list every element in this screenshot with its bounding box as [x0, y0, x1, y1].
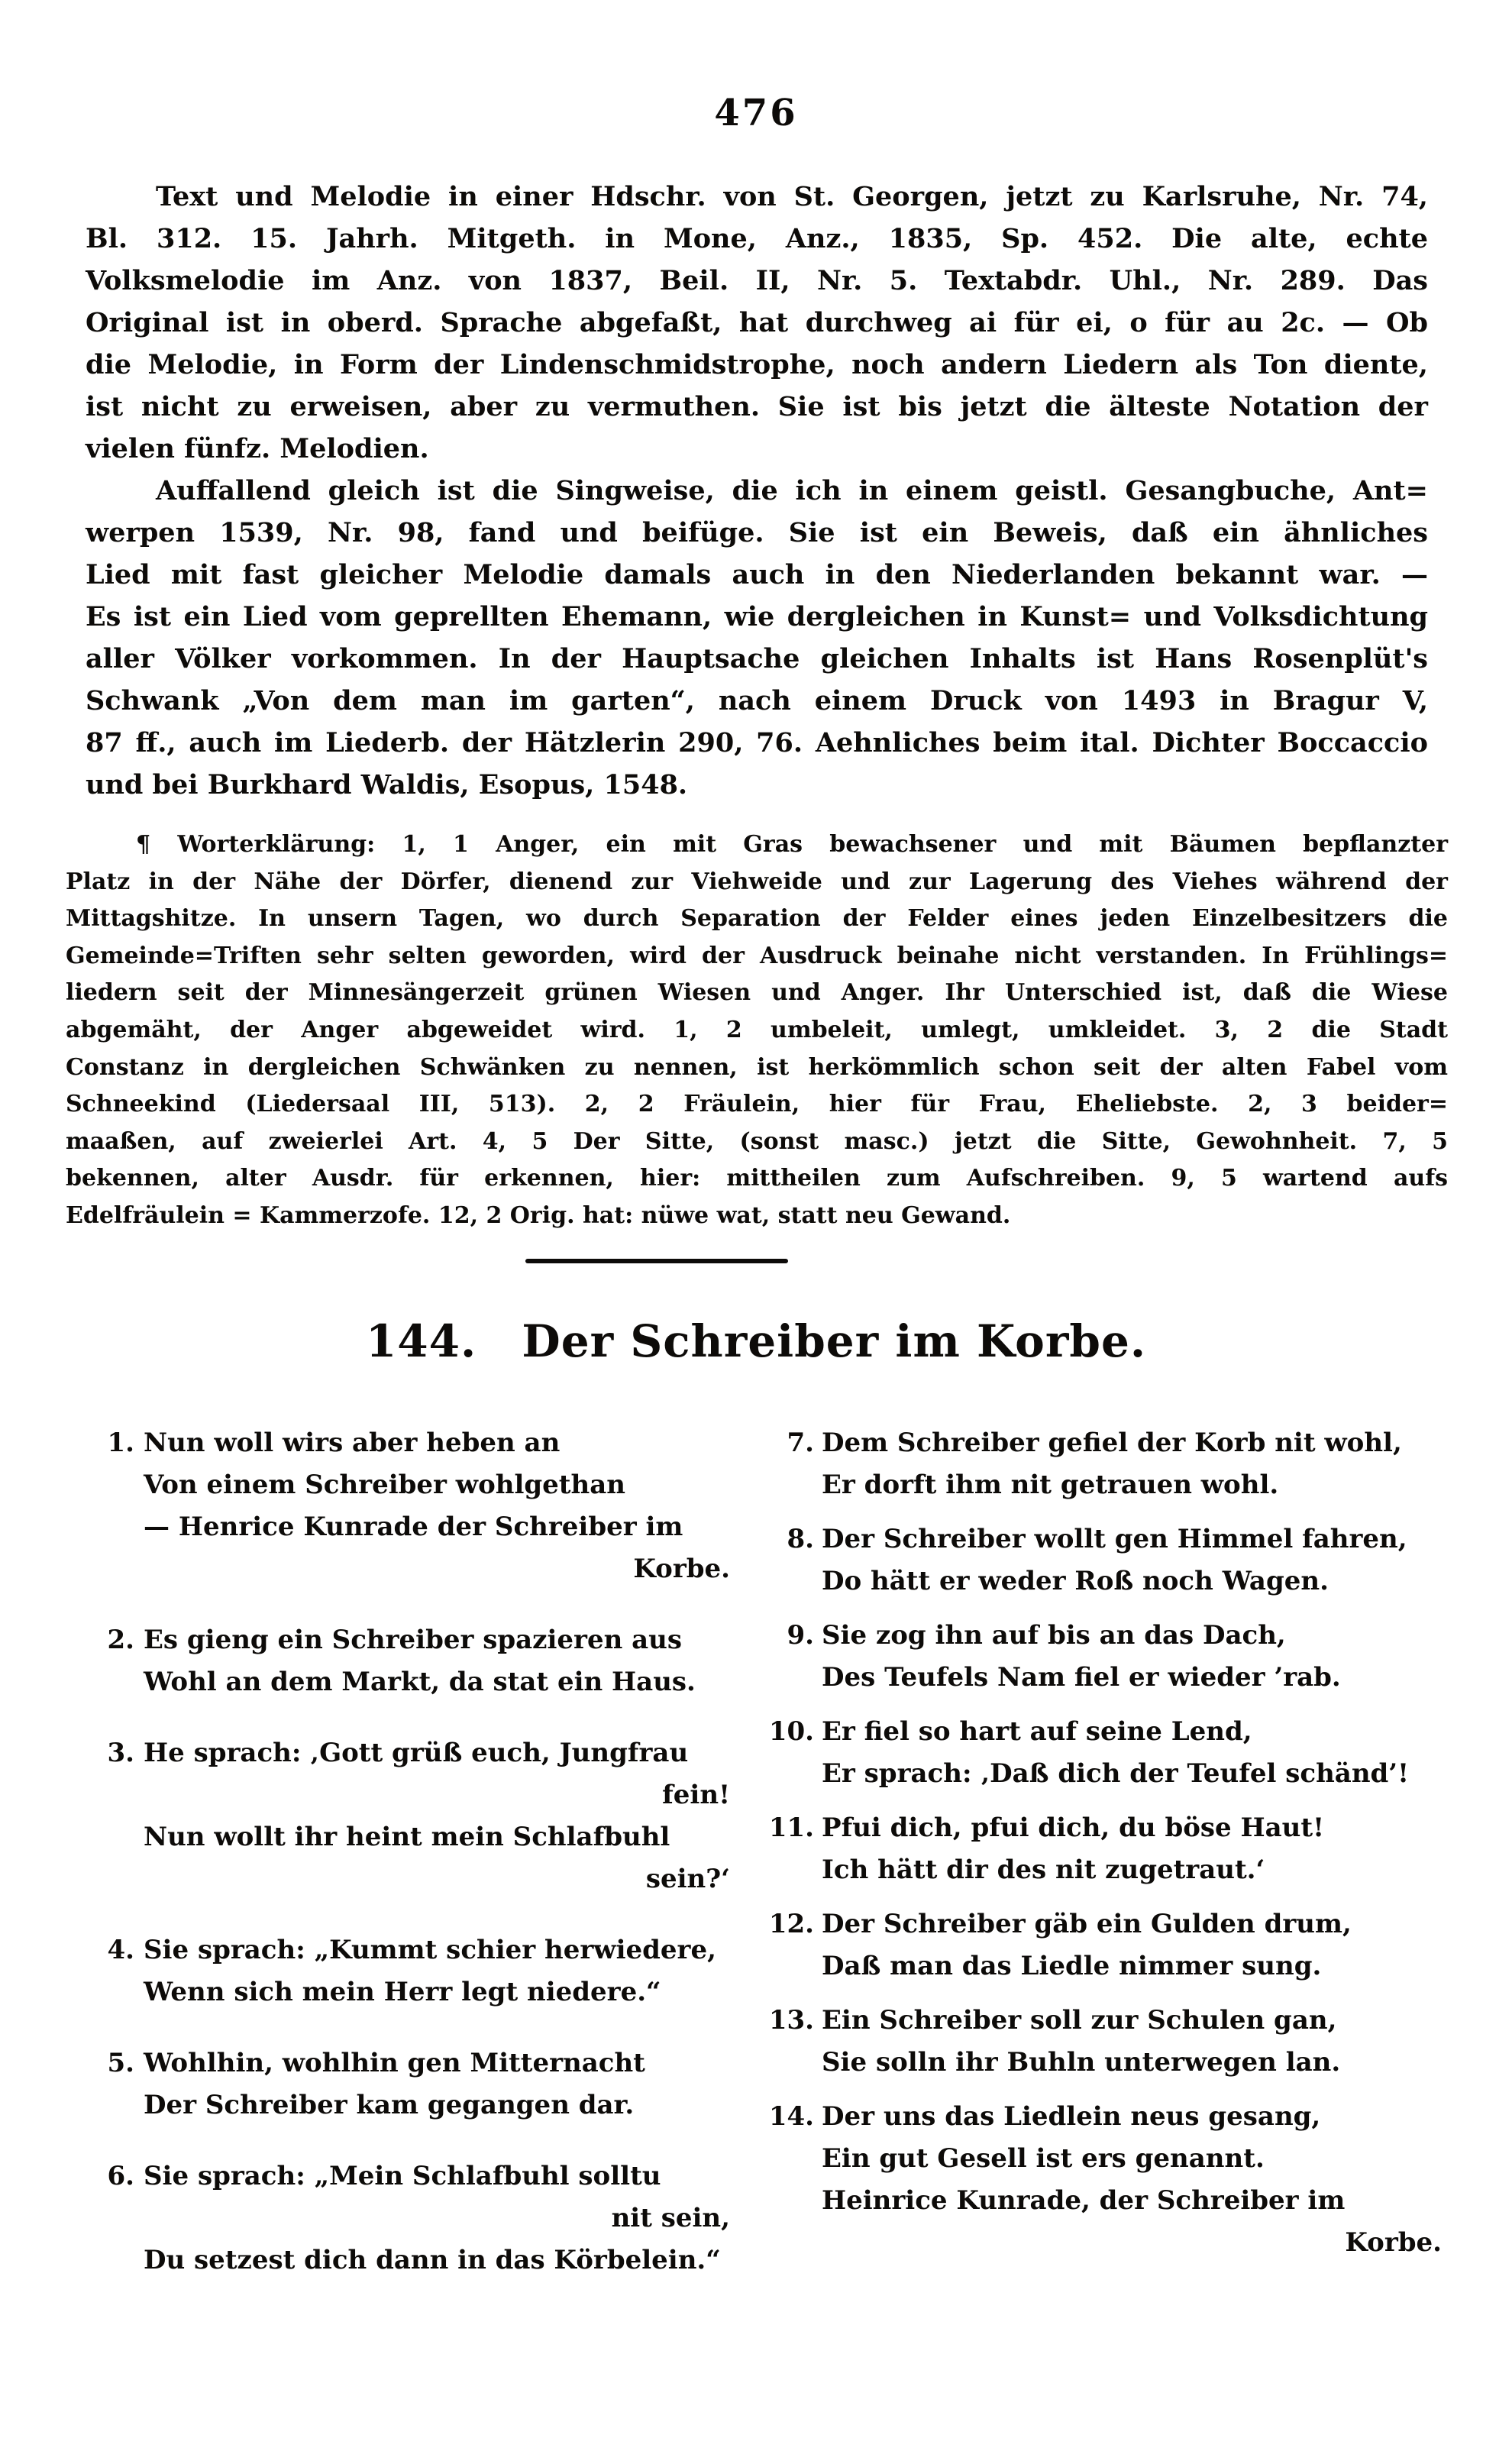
text-line: Mittagshitze. In unsern Tagen, wo durch Separation der Felder eines jeden Einzelbesitzers die — [66, 905, 1448, 933]
verse-column-right — [765, 1422, 1442, 2311]
verse-number: 6. — [107, 2161, 134, 2191]
text-line: und bei Burkhard Waldis, Esopus, 1548. — [86, 769, 688, 800]
verse — [90, 1422, 730, 1590]
verse — [765, 1518, 1442, 1602]
verse-line: Von einem Schreiber wohlgethan — [144, 1470, 625, 1500]
verse — [765, 2096, 1442, 2264]
verse-lines — [144, 2042, 730, 2126]
verse-line: Sie sprach: „Kummt schier herwiedere, — [144, 1935, 716, 1965]
verse-lines — [822, 2000, 1442, 2084]
verse-lines — [144, 1732, 730, 1900]
verse — [90, 2155, 730, 2281]
verse-line: Korbe. — [1345, 2227, 1442, 2258]
verse-line: sein?‘ — [645, 1864, 730, 1894]
text-line: ist nicht zu erweisen, aber zu vermuthen. Sie ist bis jetzt die älteste Notation der — [86, 391, 1428, 422]
text-line: vielen fünfz. Melodien. — [86, 433, 429, 464]
verse-line: Er sprach: ‚Daß dich der Teufel schänd’! — [822, 1758, 1410, 1789]
verse-line: fein! — [662, 1780, 730, 1810]
verse-lines — [822, 1711, 1442, 1795]
verse-line: Ich hätt dir des nit zugetraut.‘ — [822, 1855, 1265, 1885]
verse-number: 4. — [107, 1935, 134, 1965]
song-heading — [0, 1315, 1512, 1367]
verse-line: Der Schreiber gäb ein Gulden drum, — [822, 1909, 1352, 1939]
verse — [90, 1732, 730, 1900]
verse-lines — [144, 1619, 730, 1703]
intro-commentary-section — [86, 176, 1428, 806]
verse-line: Der Schreiber kam gegangen dar. — [144, 2090, 635, 2120]
song-number: 144. — [365, 1315, 477, 1367]
verse-line: Dem Schreiber gefiel der Korb nit wohl, — [822, 1428, 1402, 1458]
verse-lines — [822, 2096, 1442, 2264]
text-line: abgemäht, der Anger abgeweidet wird. 1, 2 umbeleit, umlegt, umkleidet. 3, 2 die Stadt — [66, 1016, 1448, 1043]
verse-number: 9. — [787, 1620, 814, 1651]
verse-line: Sie sprach: „Mein Schlafbuhl solltu — [144, 2161, 661, 2191]
text-line: Gemeinde=Triften sehr selten geworden, wird der Ausdruck beinahe nicht verstanden. In Frühlings= — [66, 942, 1448, 969]
text-line: ¶ Worterklärung: 1, 1 Anger, ein mit Gras bewachsener und mit Bäumen bepflanzter — [136, 831, 1448, 858]
text-line: 87 ff., auch im Liederb. der Hätzlerin 290, 76. Aehnliches beim ital. Dichter Boccaccio — [86, 727, 1428, 758]
text-line: Schneekind (Liedersaal III, 513). 2, 2 Fräulein, hier für Frau, Eheliebste. 2, 3 beider= — [66, 1091, 1448, 1118]
verse-line: Ein gut Gesell ist ers genannt. — [822, 2143, 1265, 2174]
verse-line: Heinrice Kunrade, der Schreiber im — [822, 2185, 1346, 2216]
verse-lines — [822, 1807, 1442, 1891]
verse-line: Korbe. — [633, 1554, 730, 1584]
verse-lines — [822, 1903, 1442, 1987]
verse-number: 7. — [787, 1428, 814, 1458]
word-explanation-section — [66, 826, 1448, 1235]
text-line: liedern seit der Minnesängerzeit grünen Wiesen und Anger. Ihr Unterschied ist, daß die Wiese — [66, 979, 1448, 1007]
verse-number: 11. — [768, 1813, 814, 1843]
verse-line: He sprach: ‚Gott grüß euch, Jungfrau — [144, 1738, 689, 1768]
verse-line: Nun wollt ihr heint mein Schlafbuhl — [144, 1822, 670, 1852]
verse-column-left — [90, 1422, 730, 2311]
verse — [765, 1807, 1442, 1891]
verse-number: 1. — [107, 1428, 134, 1458]
song-title: Der Schreiber im Korbe. — [522, 1315, 1147, 1367]
verse-number: 5. — [107, 2048, 134, 2078]
verse-number: 2. — [107, 1625, 134, 1655]
text-line: Volksmelodie im Anz. von 1837, Beil. II, Nr. 5. Textabdr. Uhl., Nr. 289. Das — [86, 265, 1428, 296]
verses-section — [90, 1422, 1442, 2311]
text-line: werpen 1539, Nr. 98, fand und beifüge. Sie ist ein Beweis, daß ein ähnliches — [86, 517, 1428, 548]
verse-lines — [144, 2155, 730, 2281]
text-line: Bl. 312. 15. Jahrh. Mitgeth. in Mone, Anz., 1835, Sp. 452. Die alte, echte — [86, 223, 1428, 254]
verse-number: 10. — [768, 1716, 814, 1747]
text-line: bekennen, alter Ausdr. für erkennen, hier: mittheilen zum Aufschreiben. 9, 5 wartend aufs — [66, 1165, 1448, 1192]
verse-line: Du setzest dich dann in das Körbelein.“ — [144, 2245, 721, 2275]
verse — [765, 2000, 1442, 2084]
verse — [90, 1619, 730, 1703]
verse-line: Der Schreiber wollt gen Himmel fahren, — [822, 1524, 1407, 1554]
verse-line: Er dorft ihm nit getrauen wohl. — [822, 1470, 1279, 1500]
page-number: 476 — [714, 92, 798, 134]
text-line: Auffallend gleich ist die Singweise, die ich in einem geistl. Gesangbuche, Ant= — [156, 475, 1428, 506]
verse-number: 8. — [787, 1524, 814, 1554]
text-line: Original ist in oberd. Sprache abgefaßt, hat durchweg ai für ei, o für au 2c. — Ob — [86, 307, 1428, 338]
verse — [90, 2042, 730, 2126]
verse — [765, 1422, 1442, 1506]
verse-line: Nun woll wirs aber heben an — [144, 1428, 561, 1458]
verse — [765, 1711, 1442, 1795]
text-line: Platz in der Nähe der Dörfer, dienend zur Viehweide und zur Lagerung des Viehes während der — [66, 868, 1448, 895]
verse-lines — [822, 1518, 1442, 1602]
text-line: Schwank „Von dem man im garten“, nach einem Druck von 1493 in Bragur V, — [86, 685, 1428, 716]
verse-line: Der uns das Liedlein neus gesang, — [822, 2101, 1321, 2132]
verse-line: Des Teufels Nam fiel er wieder ’rab. — [822, 1662, 1341, 1693]
verse — [765, 1615, 1442, 1699]
text-line: die Melodie, in Form der Lindenschmidstrophe, noch andern Liedern als Ton diente, — [86, 349, 1428, 380]
verse — [765, 1903, 1442, 1987]
text-line: Edelfräulein = Kammerzofe. 12, 2 Orig. hat: nüwe wat, statt neu Gewand. — [66, 1201, 1011, 1229]
verse-lines — [822, 1422, 1442, 1506]
verse-line: Wenn sich mein Herr legt niedere.“ — [144, 1977, 661, 2007]
verse-line: Do hätt er weder Roß noch Wagen. — [822, 1566, 1329, 1596]
verse-line: Er fiel so hart auf seine Lend, — [822, 1716, 1252, 1747]
text-line: Text und Melodie in einer Hdschr. von St. Georgen, jetzt zu Karlsruhe, Nr. 74, — [156, 181, 1428, 212]
text-line: maaßen, auf zweierlei Art. 4, 5 Der Sitte, (sonst masc.) jetzt die Sitte, Gewohnheit. 7, 5 — [66, 1127, 1448, 1155]
verse-lines — [822, 1615, 1442, 1699]
verse-number: 13. — [768, 2005, 814, 2036]
text-line: Es ist ein Lied vom geprellten Ehemann, wie dergleichen in Kunst= und Volksdichtung — [86, 601, 1428, 632]
verse-lines — [144, 1929, 730, 2013]
verse-number: 12. — [768, 1909, 814, 1939]
verse-line: Daß man das Liedle nimmer sung. — [822, 1951, 1322, 1981]
verse-line: Wohl an dem Markt, da stat ein Haus. — [144, 1667, 696, 1697]
text-line: Lied mit fast gleicher Melodie damals auch in den Niederlanden bekannt war. — — [86, 559, 1428, 590]
verse-line: nit sein, — [611, 2203, 730, 2233]
verse-line: Sie solln ihr Buhln unterwegen lan. — [822, 2047, 1341, 2078]
verse — [90, 1929, 730, 2013]
verse-line: Sie zog ihn auf bis an das Dach, — [822, 1620, 1286, 1651]
verse-line: Pfui dich, pfui dich, du böse Haut! — [822, 1813, 1325, 1843]
verse-line: — Henrice Kunrade der Schreiber im — [144, 1512, 683, 1542]
section-divider — [525, 1259, 788, 1263]
verse-line: Ein Schreiber soll zur Schulen gan, — [822, 2005, 1337, 2036]
text-line: Constanz in dergleichen Schwänken zu nennen, ist herkömmlich schon seit der alten Fabel vom — [66, 1053, 1448, 1081]
verse-line: Wohlhin, wohlhin gen Mitternacht — [144, 2048, 645, 2078]
verse-number: 3. — [107, 1738, 134, 1768]
verse-line: Es gieng ein Schreiber spazieren aus — [144, 1625, 683, 1655]
verse-number: 14. — [768, 2101, 814, 2132]
verse-lines — [144, 1422, 730, 1590]
text-line: aller Völker vorkommen. In der Hauptsache gleichen Inhalts ist Hans Rosenplüt's — [86, 643, 1428, 674]
